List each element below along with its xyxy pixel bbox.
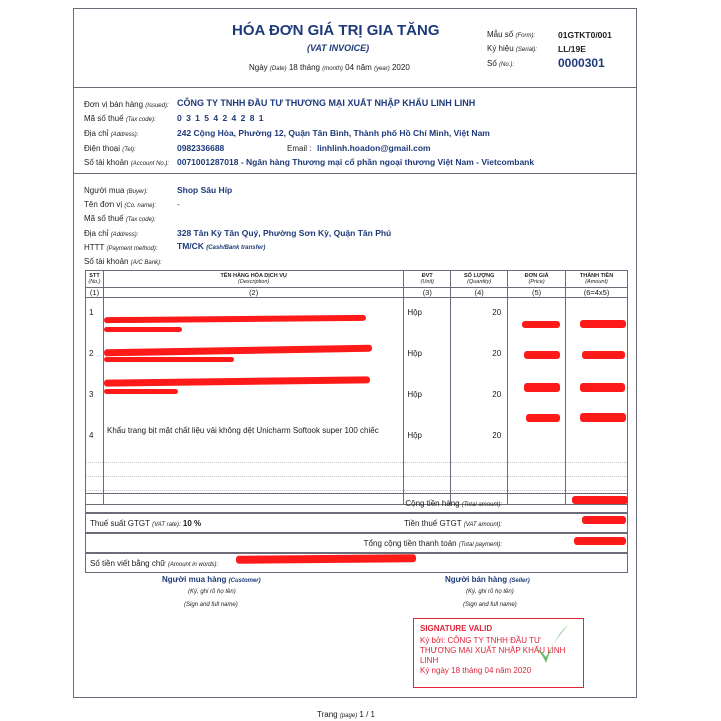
total-row <box>85 533 628 553</box>
redaction-mark <box>524 351 560 359</box>
payment-label: HTTT (Payment method): <box>84 243 158 252</box>
seller-account: 0071001287018 - Ngân hàng Thương mại cổ phần ngoại thương Việt Nam - Vietcombank <box>177 157 535 167</box>
seller-name: CÔNG TY TNHH ĐẦU TƯ THƯƠNG MẠI XUẤT NHẬP KHẨU LINH LINH <box>177 98 476 108</box>
buyer-sign-hint-vi: (Ký, ghi rõ họ tên) <box>188 589 236 595</box>
invoice-no-value: 0000301 <box>558 56 605 70</box>
buyer-tax-label: Mã số thuế (Tax code): <box>84 214 156 223</box>
redaction-mark <box>574 537 626 545</box>
redaction-mark <box>524 383 560 392</box>
redaction-mark <box>236 554 416 564</box>
table-index-row: (1) (2) (3) (4) (5) (6=4x5) <box>86 288 628 298</box>
buyer-label: Người mua (Buyer): <box>84 186 148 195</box>
subtotal-row <box>85 493 628 513</box>
invoice-date: Ngày (Date) 18 tháng (month) 04 năm (year) 2020 <box>249 63 410 72</box>
stamp-line-2: THƯƠNG MẠI XUẤT NHẬP KHẨU LINH <box>420 646 566 655</box>
stamp-title: SIGNATURE VALID <box>420 624 493 633</box>
seller-address-label: Địa chỉ (Address): <box>84 129 139 138</box>
stamp-line-3: LINH <box>420 656 439 665</box>
table-row: 2 Hộp 20 <box>86 339 628 380</box>
seller-address: 242 Cộng Hòa, Phường 12, Quận Tân Bình, Thành phố Hồ Chí Minh, Việt Nam <box>177 128 490 138</box>
seller-sign-hint-en: (Sign and full name) <box>463 602 517 608</box>
buyer-name: Shop Sâu Híp <box>177 185 233 195</box>
seller-name-label: Đơn vị bán hàng (Issued): <box>84 100 169 109</box>
checkmark-icon <box>530 623 570 669</box>
seller-account-label: Số tài khoản (Account No.): <box>84 158 170 167</box>
seller-tel-label: Điện thoại (Tel): <box>84 144 136 153</box>
payment-method: TM/CK (Cash/Bank transfer) <box>177 241 266 251</box>
stamp-line-1: Ký bởi: CÔNG TY TNHH ĐẦU TƯ <box>420 636 541 645</box>
table-row: 4 Khẩu trang bịt mặt chất liệu vải không dệt Unicharm Softook super 100 chiếc Hộp 20 <box>86 421 628 463</box>
redaction-mark <box>582 351 625 359</box>
redaction-mark <box>104 327 182 332</box>
buyer-company-label: Tên đơn vị (Co. name): <box>84 200 157 209</box>
redaction-mark <box>580 383 625 392</box>
seller-email: linhlinh.hoadon@gmail.com <box>317 143 431 153</box>
redaction-mark <box>580 413 626 422</box>
col-header-quantity: SỐ LƯỢNG (Quantity) <box>451 271 508 288</box>
redaction-mark <box>572 496 628 504</box>
redaction-mark <box>580 320 626 328</box>
col-header-amount: THÀNH TIỀN (Amount) <box>566 271 628 288</box>
total-payment-label: Tổng cộng tiền thanh toán (Total payment): <box>363 539 502 548</box>
buyer-bank-label: Số tài khoản (A/C Bank): <box>84 257 162 266</box>
buyer-signature-title: Người mua hàng (Customer) <box>162 575 261 584</box>
redaction-mark <box>104 389 178 394</box>
subtotal-label: Cộng tiền hàng (Total amount): <box>405 499 502 508</box>
redaction-mark <box>582 516 626 524</box>
form-number: Mẫu số (Form): <box>487 30 536 39</box>
redaction-mark <box>522 321 560 328</box>
divider <box>74 173 636 174</box>
seller-tax-code: 0 3 1 5 4 2 4 2 8 1 <box>177 113 265 123</box>
row-description <box>103 380 403 421</box>
vat-rate: Thuế suất GTGT (VAT rate): 10 % <box>90 519 202 528</box>
signature-valid-stamp <box>413 618 584 688</box>
buyer-address: 328 Tân Kỳ Tân Quý, Phường Sơn Kỳ, Quận Tân Phú <box>177 228 392 238</box>
vat-amount-label: Tiền thuế GTGT (VAT amount): <box>404 519 502 528</box>
buyer-address-label: Địa chỉ (Address): <box>84 229 139 238</box>
amount-in-words-label: Số tiền viết bằng chữ (Amount in words): <box>90 559 219 568</box>
col-header-price: ĐƠN GIÁ (Price) <box>508 271 566 288</box>
redaction-mark <box>526 414 560 422</box>
table-row: 3 Hộp 20 <box>86 380 628 421</box>
seller-tel: 0982336688 <box>177 143 225 153</box>
table-blank-row <box>86 477 628 491</box>
divider <box>74 87 636 88</box>
seller-signature-title: Người bán hàng (Seller) <box>445 575 530 584</box>
table-blank-row <box>86 463 628 477</box>
buyer-sign-hint-en: (Sign and full name) <box>184 602 238 608</box>
col-header-description: TÊN HÀNG HÓA DỊCH VỤ (Description) <box>103 271 403 288</box>
serial-label: Ký hiệu (Serial): <box>487 44 537 53</box>
buyer-company: - <box>177 199 180 209</box>
stamp-line-4: Ký ngày 18 tháng 04 năm 2020 <box>420 666 532 675</box>
seller-tax-label: Mã số thuế (Tax code): <box>84 114 156 123</box>
vat-row <box>85 513 628 533</box>
col-header-no: STT (No.) <box>86 271 104 288</box>
invoice-no-label: Số (No.): <box>487 59 515 68</box>
seller-email-label: Email : <box>287 144 312 153</box>
row-description: Khẩu trang bịt mặt chất liệu vải không dệt Unicharm Softook super 100 chiếc <box>103 421 403 463</box>
col-header-unit: ĐVT (Unit) <box>404 271 451 288</box>
form-value: 01GTKT0/001 <box>558 30 612 40</box>
table-row: 1 Hộp 20 <box>86 298 628 340</box>
redaction-mark <box>104 357 234 362</box>
seller-sign-hint-vi: (Ký, ghi rõ họ tên) <box>466 589 514 595</box>
table-header-row <box>86 271 628 288</box>
page-footer: Trang (page) 1 / 1 <box>317 710 375 719</box>
invoice-subtitle: (VAT INVOICE) <box>307 43 370 53</box>
serial-value: LL/19E <box>558 44 586 54</box>
invoice-title: HÓA ĐƠN GIÁ TRỊ GIA TĂNG <box>232 22 440 39</box>
